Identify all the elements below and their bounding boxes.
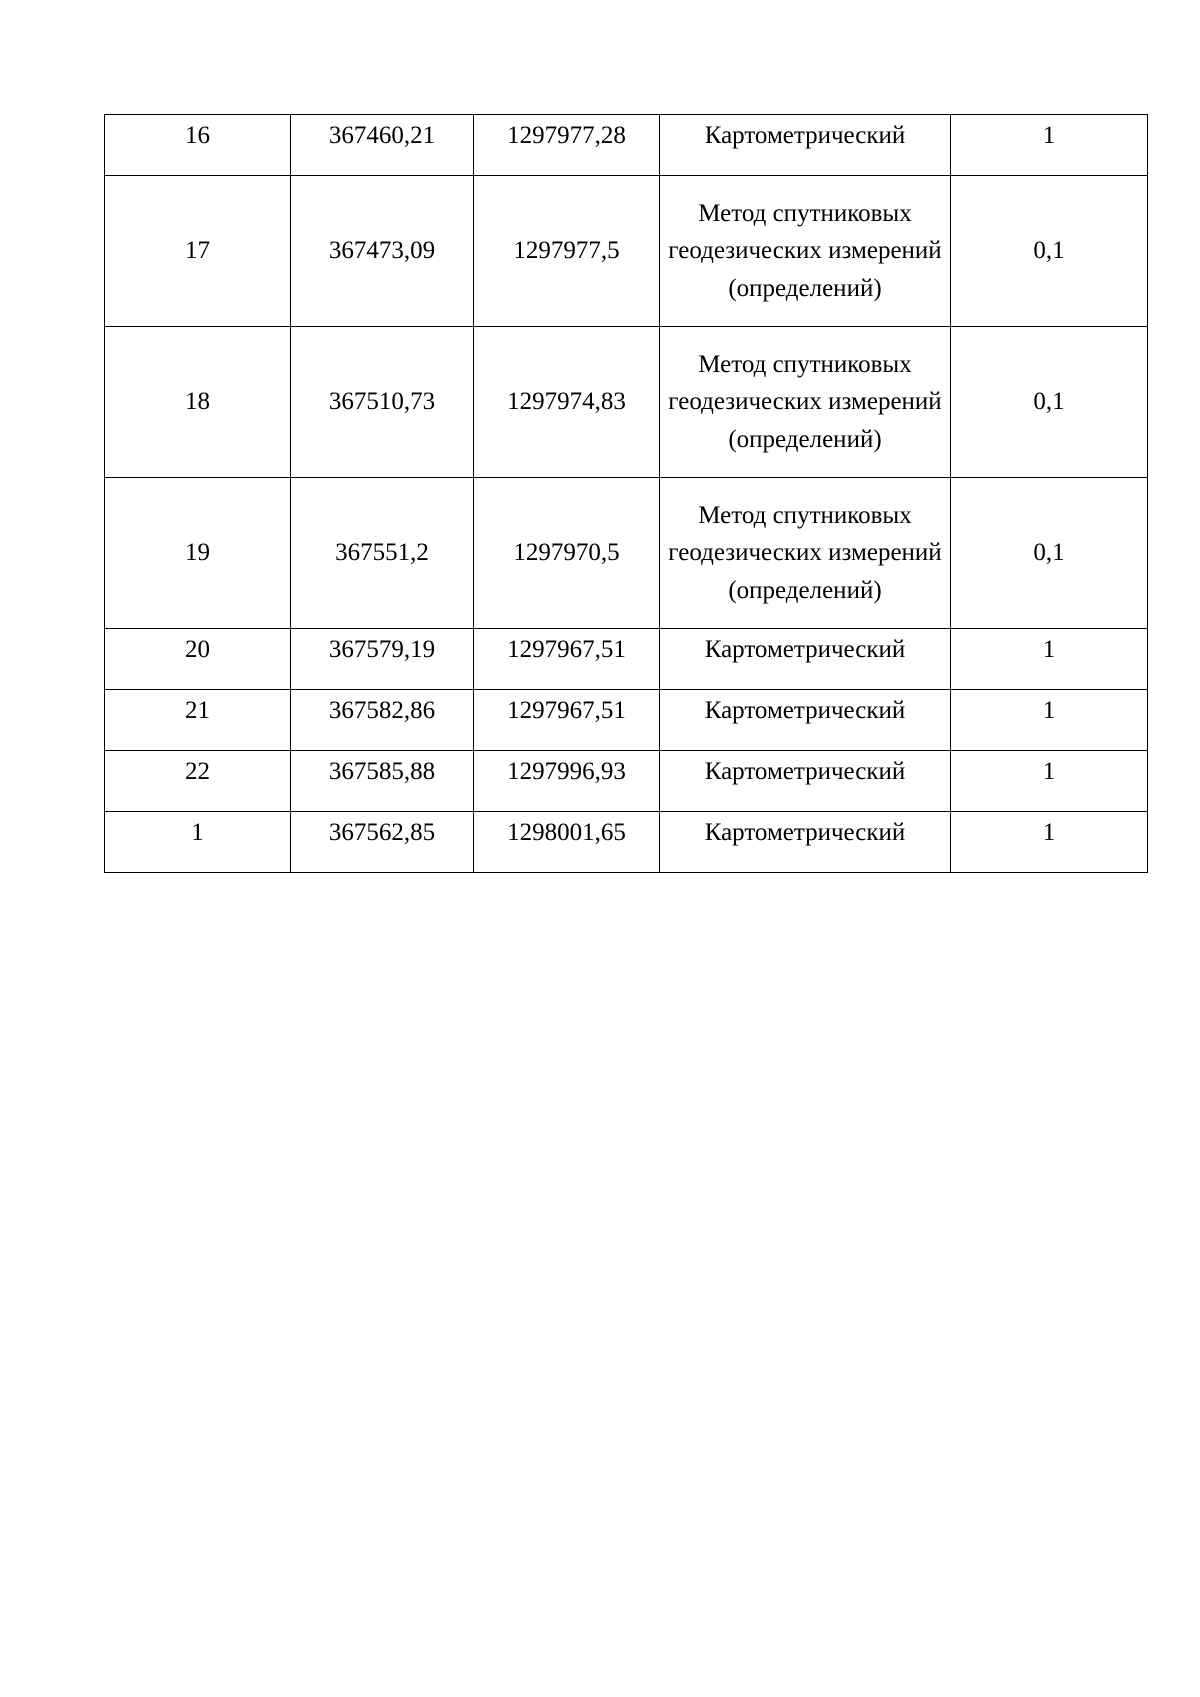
table-row <box>105 327 1148 478</box>
point-number-cell: 17 <box>105 176 291 327</box>
accuracy-cell: 1 <box>951 629 1148 690</box>
method-cell: Картометрический <box>660 690 951 751</box>
table-row <box>105 812 1148 873</box>
method-cell: Метод спутниковых геодезических измерений (определений) <box>660 176 951 327</box>
y-coordinate-cell: 1297967,51 <box>474 629 660 690</box>
method-cell: Метод спутниковых геодезических измерений (определений) <box>660 327 951 478</box>
x-coordinate-cell: 367460,21 <box>291 115 474 176</box>
point-number-cell: 20 <box>105 629 291 690</box>
method-cell: Картометрический <box>660 629 951 690</box>
x-coordinate-cell: 367562,85 <box>291 812 474 873</box>
y-coordinate-cell: 1297967,51 <box>474 690 660 751</box>
y-coordinate-cell: 1297977,5 <box>474 176 660 327</box>
x-coordinate-cell: 367510,73 <box>291 327 474 478</box>
point-number-cell: 19 <box>105 478 291 629</box>
y-coordinate-cell: 1297977,28 <box>474 115 660 176</box>
table-row <box>105 115 1148 176</box>
accuracy-cell: 1 <box>951 115 1148 176</box>
method-cell: Картометрический <box>660 751 951 812</box>
coordinates-table <box>104 114 1148 873</box>
point-number-cell: 22 <box>105 751 291 812</box>
accuracy-cell: 1 <box>951 751 1148 812</box>
y-coordinate-cell: 1297996,93 <box>474 751 660 812</box>
point-number-cell: 21 <box>105 690 291 751</box>
accuracy-cell: 1 <box>951 812 1148 873</box>
x-coordinate-cell: 367582,86 <box>291 690 474 751</box>
x-coordinate-cell: 367585,88 <box>291 751 474 812</box>
table-row <box>105 751 1148 812</box>
y-coordinate-cell: 1297970,5 <box>474 478 660 629</box>
x-coordinate-cell: 367473,09 <box>291 176 474 327</box>
accuracy-cell: 0,1 <box>951 176 1148 327</box>
x-coordinate-cell: 367579,19 <box>291 629 474 690</box>
method-cell: Картометрический <box>660 115 951 176</box>
table-row <box>105 690 1148 751</box>
table-row <box>105 478 1148 629</box>
y-coordinate-cell: 1298001,65 <box>474 812 660 873</box>
accuracy-cell: 0,1 <box>951 478 1148 629</box>
point-number-cell: 16 <box>105 115 291 176</box>
x-coordinate-cell: 367551,2 <box>291 478 474 629</box>
point-number-cell: 1 <box>105 812 291 873</box>
accuracy-cell: 1 <box>951 690 1148 751</box>
table-row <box>105 629 1148 690</box>
method-cell: Картометрический <box>660 812 951 873</box>
point-number-cell: 18 <box>105 327 291 478</box>
method-cell: Метод спутниковых геодезических измерений (определений) <box>660 478 951 629</box>
accuracy-cell: 0,1 <box>951 327 1148 478</box>
y-coordinate-cell: 1297974,83 <box>474 327 660 478</box>
table-row <box>105 176 1148 327</box>
